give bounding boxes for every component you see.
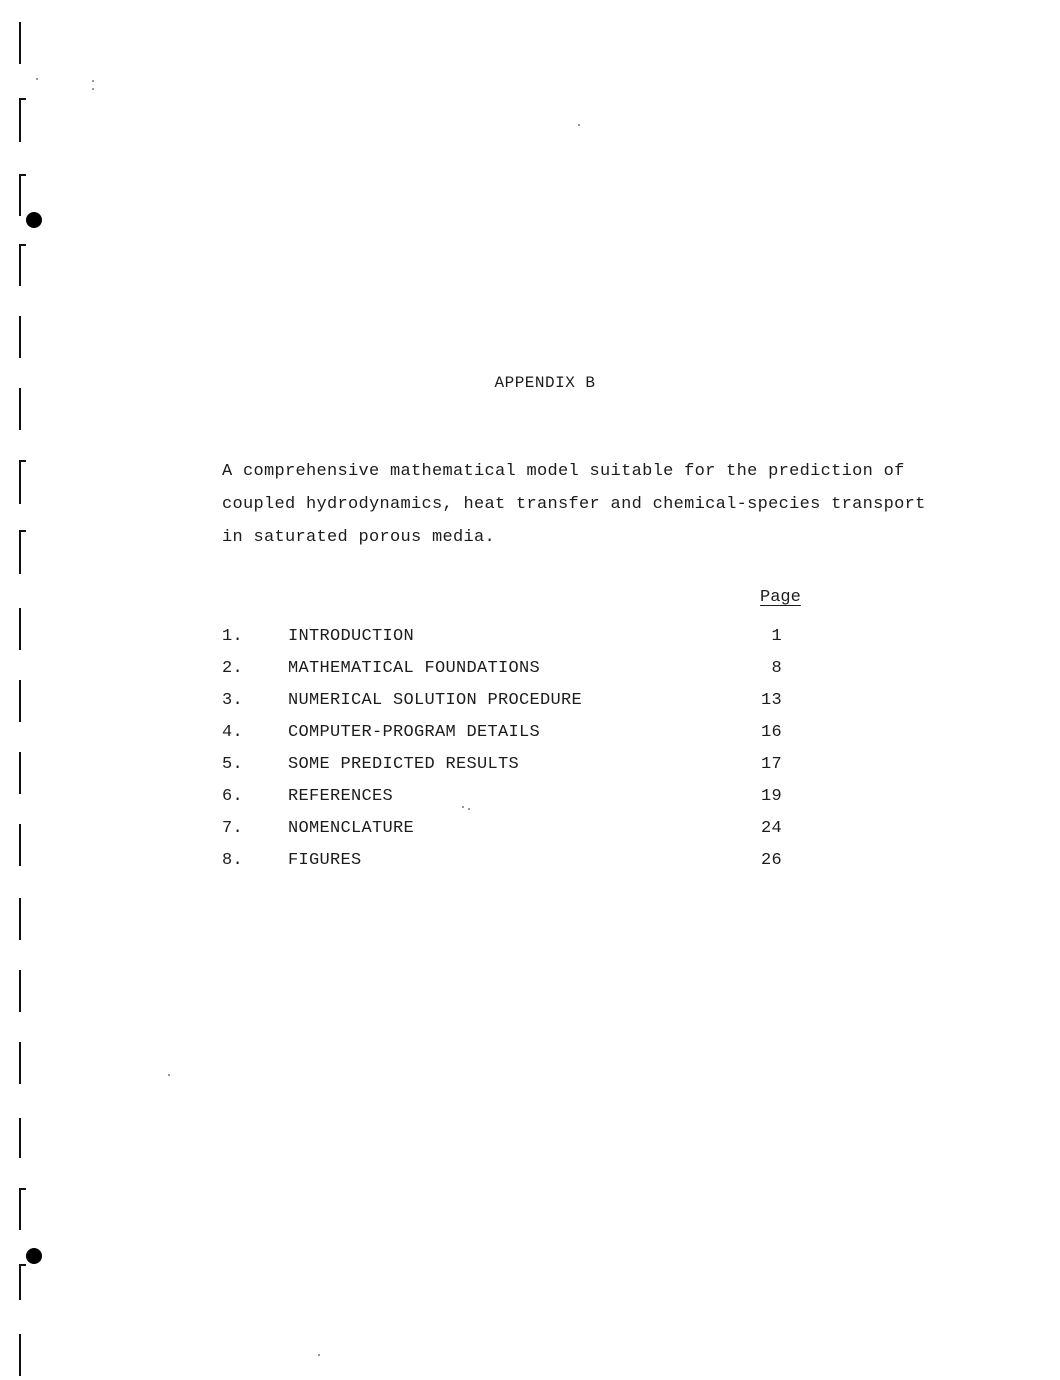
toc-row [222,851,822,883]
scan-speck [318,1354,320,1356]
toc-page: 24 [760,819,782,838]
abstract-line: A comprehensive mathematical model suitable for the prediction of [222,462,905,481]
toc-page: 19 [760,787,782,806]
binding-mark [19,388,21,430]
toc-row [222,819,822,851]
page-column-header: Page [760,588,801,607]
toc-number: 1. [222,627,244,646]
toc-title: INTRODUCTION [288,627,415,646]
punch-hole [26,212,42,228]
toc-number: 2. [222,659,244,678]
toc-page: 26 [760,851,782,870]
punch-hole [26,1248,42,1264]
binding-mark [19,1042,21,1084]
toc-row [222,659,822,691]
binding-mark [19,174,21,216]
toc-title: MATHEMATICAL FOUNDATIONS [288,659,541,678]
binding-mark [19,824,21,866]
binding-mark [19,530,21,574]
binding-mark [19,970,21,1012]
toc-page: 1 [771,627,782,646]
toc-page: 17 [760,755,782,774]
binding-mark [19,608,21,650]
toc-title: SOME PREDICTED RESULTS [288,755,520,774]
toc-row [222,787,822,819]
toc-title: COMPUTER-PROGRAM DETAILS [288,723,541,742]
toc-title: NUMERICAL SOLUTION PROCEDURE [288,691,583,710]
toc-title: REFERENCES [288,787,394,806]
scan-speck [92,80,94,82]
toc-page: 8 [771,659,782,678]
binding-mark [19,1188,21,1230]
toc-row [222,755,822,787]
scan-speck [578,124,580,126]
binding-mark [19,460,21,504]
scan-speck [92,88,94,90]
abstract-line: in saturated porous media. [222,528,496,547]
toc-number: 7. [222,819,244,838]
abstract-line: coupled hydrodynamics, heat transfer and chemical-species transport [222,495,926,514]
binding-mark [19,680,21,722]
toc-page: 13 [760,691,782,710]
appendix-title: APPENDIX B [494,374,596,392]
toc-number: 5. [222,755,244,774]
toc-number: 4. [222,723,244,742]
binding-mark [19,752,21,794]
table-of-contents [222,627,822,883]
binding-mark [19,22,21,64]
toc-number: 6. [222,787,244,806]
binding-mark [19,898,21,940]
toc-number: 3. [222,691,244,710]
abstract-paragraph [222,455,962,554]
toc-title: FIGURES [288,851,362,870]
toc-row [222,627,822,659]
toc-page: 16 [760,723,782,742]
toc-row [222,691,822,723]
toc-number: 8. [222,851,244,870]
toc-title: NOMENCLATURE [288,819,415,838]
binding-mark [19,98,21,142]
scan-speck [36,78,38,80]
scan-speck [168,1074,170,1076]
binding-mark [19,1264,21,1300]
binding-mark [19,244,21,286]
binding-mark [19,316,21,358]
binding-mark [19,1334,21,1376]
binding-mark [19,1118,21,1158]
toc-row [222,723,822,755]
